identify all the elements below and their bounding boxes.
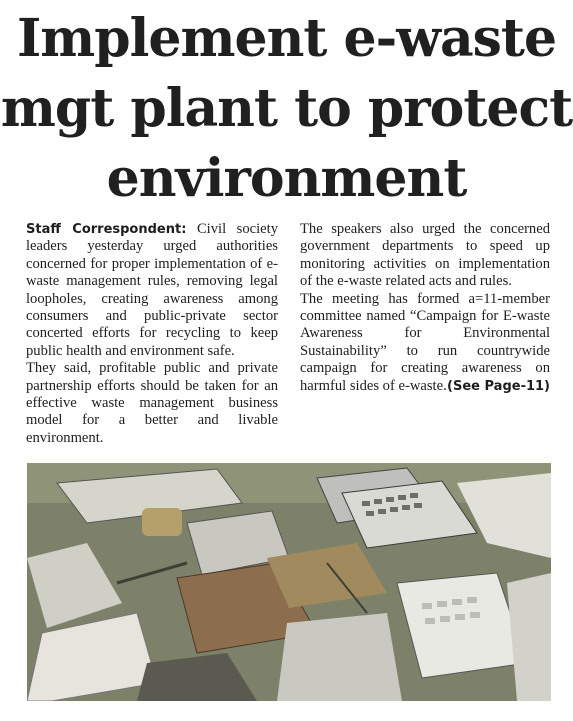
article-column-right	[300, 221, 550, 395]
paragraph-3: The speakers also urged the concerned government departments to speed up monitoring activities on implementation of the e-waste related acts and rules.	[300, 221, 550, 290]
article-column-left	[26, 221, 278, 447]
headline	[0, 4, 573, 214]
paragraph-1	[26, 221, 278, 360]
paragraph-1-text: Civil society leaders yesterday urged authorities concerned for proper implementation of e-waste management rules, removing legal loopholes, creating awareness among consumers and public-private sector concerted efforts for recycling to keep public health and environment safe.	[26, 221, 279, 359]
paragraph-4	[300, 291, 550, 395]
headline-line-3: environment	[106, 148, 467, 209]
ewaste-photo-illustration	[27, 463, 551, 701]
ewaste-photo	[27, 463, 551, 701]
see-page-link[interactable]: (See Page-11)	[447, 378, 550, 394]
byline: Staff Correspondent:	[26, 222, 187, 237]
headline-line-1: Implement e-waste	[16, 8, 557, 69]
paragraph-4-text: The meeting has formed a=11-member committee named “Campaign for E-waste Awareness for Environmental Sustainability” to run countrywide campaign for creating awareness on harmful sides of e-waste.	[300, 290, 550, 394]
paragraph-2: They said, profitable public and private partnership efforts should be taken for an effective waste management business model for a better and livable environment.	[26, 360, 278, 446]
headline-line-2: mgt plant to protect	[0, 78, 573, 139]
